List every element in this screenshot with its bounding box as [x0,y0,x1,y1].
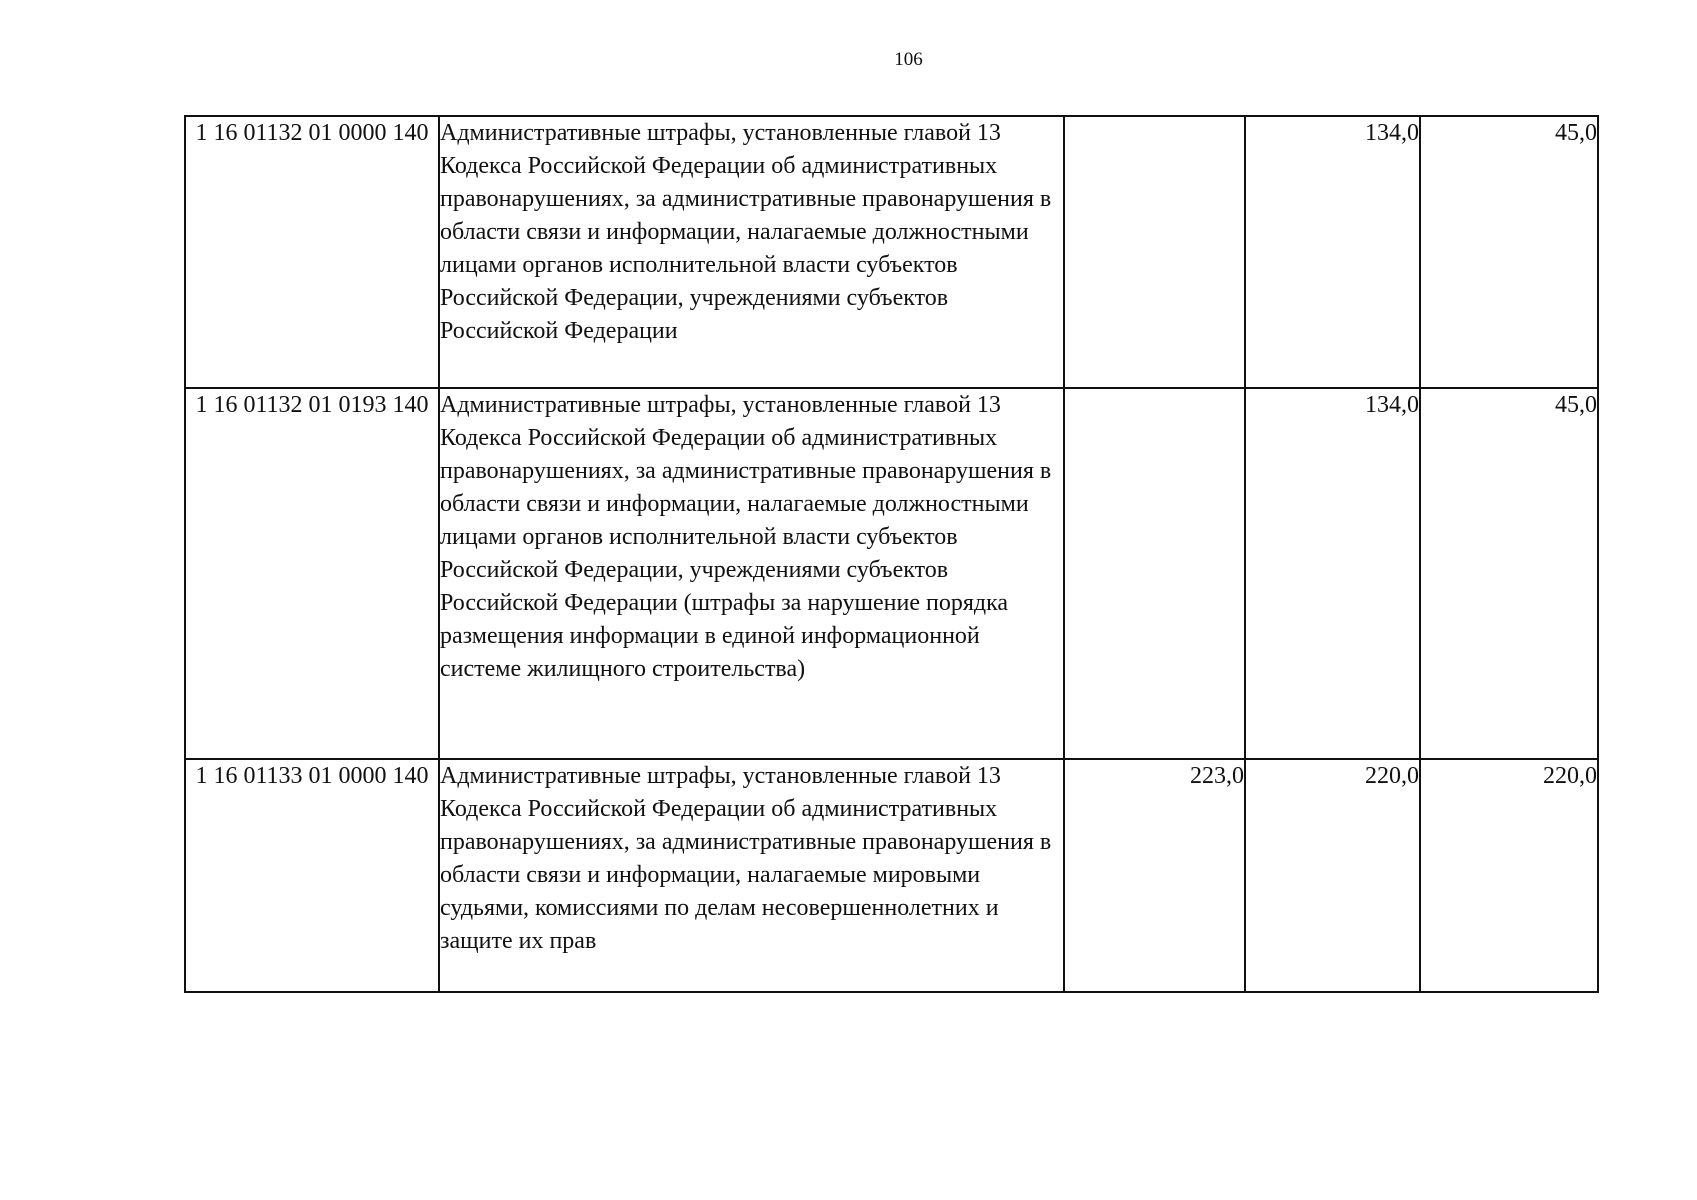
value-column-1 [1064,116,1245,388]
classification-code: 1 16 01133 01 0000 140 [185,759,439,992]
classification-code: 1 16 01132 01 0193 140 [185,388,439,759]
value-column-1: 223,0 [1064,759,1245,992]
page-number: 106 [894,49,923,70]
value-column-3: 45,0 [1420,388,1598,759]
value-column-3: 220,0 [1420,759,1598,992]
table-row [185,759,1598,992]
revenue-description: Административные штрафы, установленные главой 13 Кодекса Российской Федерации об административных правонарушениях, за административные правонарушения в области связи и информации, налагаемые мировыми судьями, комиссиями по делам несовершеннолетних и защите их прав [439,759,1064,992]
value-column-3: 45,0 [1420,116,1598,388]
value-column-2: 134,0 [1245,388,1420,759]
table-row [185,116,1598,388]
budget-table [184,115,1599,993]
value-column-1 [1064,388,1245,759]
revenue-description: Административные штрафы, установленные главой 13 Кодекса Российской Федерации об административных правонарушениях, за административные правонарушения в области связи и информации, налагаемые должностными лицами органов исполнительной власти субъектов Российской Федерации, учреждениями субъектов Российской Федерации (штрафы за нарушение порядка размещения информации в единой информационной системе жилищного строительства) [439,388,1064,759]
table-row [185,388,1598,759]
value-column-2: 134,0 [1245,116,1420,388]
value-column-2: 220,0 [1245,759,1420,992]
revenue-description: Административные штрафы, установленные главой 13 Кодекса Российской Федерации об административных правонарушениях, за административные правонарушения в области связи и информации, налагаемые должностными лицами органов исполнительной власти субъектов Российской Федерации, учреждениями субъектов Российской Федерации [439,116,1064,388]
classification-code: 1 16 01132 01 0000 140 [185,116,439,388]
